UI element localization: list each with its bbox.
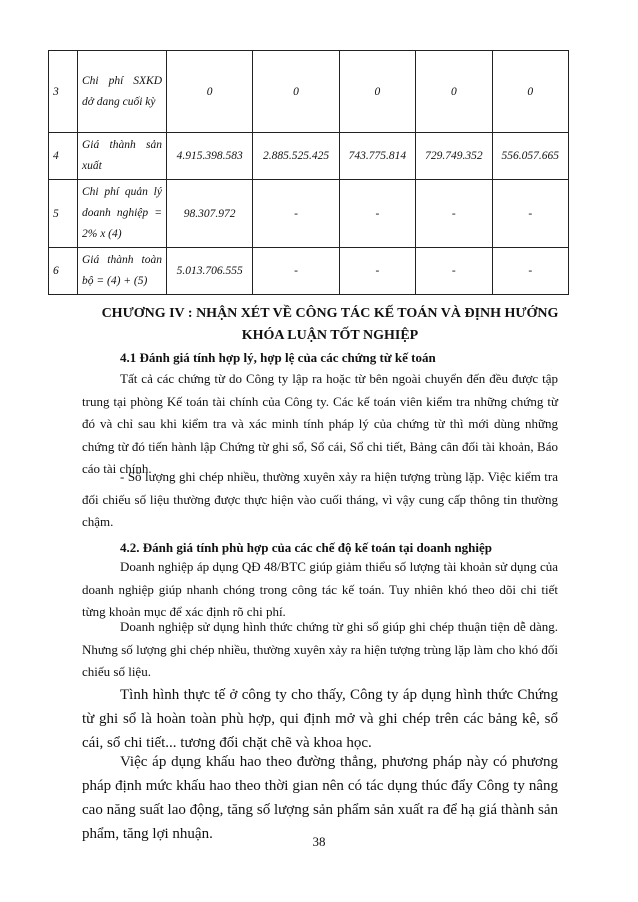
table-cell: 0	[416, 51, 492, 133]
table-cell: -	[416, 248, 492, 295]
row-number: 5	[49, 180, 78, 248]
row-number: 6	[49, 248, 78, 295]
section-4-2-paragraph-2: Doanh nghiệp sử dụng hình thức chứng từ ghi sổ giúp ghi chép thuận tiện dễ dàng. Nhưng số lượng ghi chép nhiều, thường xuyên xảy ra hiện tượng trùng lặp làm cho khó đối chiếu số liệu.	[82, 619, 558, 679]
table-cell: 743.775.814	[339, 133, 415, 180]
table-row	[49, 133, 569, 180]
row-label: Chi phí SXKD dở dang cuối kỳ	[78, 51, 167, 133]
table-cell: 4.915.398.583	[167, 133, 253, 180]
table-cell: 5.013.706.555	[167, 248, 253, 295]
table-cell: -	[416, 180, 492, 248]
table-cell: 98.307.972	[167, 180, 253, 248]
table-row	[49, 248, 569, 295]
table-cell: 0	[253, 51, 339, 133]
table-cell: -	[339, 248, 415, 295]
section-4-2-paragraph-4: Việc áp dụng khấu hao theo đường thẳng, phương pháp này có phương pháp định mức khấu hao theo thời gian nên có tác dụng thúc đẩy Công ty nâng cao năng suất lao động, tăng số lượng sản phẩm sản xuất ra để hạ giá thành sản phẩm, tăng lợi nhuận.	[82, 754, 558, 842]
table-row	[49, 51, 569, 133]
row-label: Giá thành toàn bộ = (4) + (5)	[78, 248, 167, 295]
table-cell: -	[253, 248, 339, 295]
table-cell: 2.885.525.425	[253, 133, 339, 180]
table-cell: -	[492, 248, 568, 295]
table-row	[49, 180, 569, 248]
table-cell: -	[339, 180, 415, 248]
table-cell: 556.057.665	[492, 133, 568, 180]
row-number: 3	[49, 51, 78, 133]
table-cell: 0	[339, 51, 415, 133]
row-number: 4	[49, 133, 78, 180]
page-number: 38	[312, 834, 326, 849]
section-4-1-paragraph-1: Tất cả các chứng từ do Công ty lập ra hoặc từ bên ngoài chuyển đến đều được tập trung tại phòng Kế toán tài chính của Công ty. Các kế toán viên kiểm tra những chứng từ đó và chỉ sau khi kiểm tra và xác minh tính pháp lý của chứng từ thì mới dùng những chứng từ đó tiến hành lập Chứng từ ghi sổ, Sổ cái, Sổ chi tiết, Bảng cân đối tài khoản, Báo cáo tài chính.	[82, 371, 558, 476]
row-label: Chi phí quản lý doanh nghiệp = 2% x (4)	[78, 180, 167, 248]
table-cell: 0	[492, 51, 568, 133]
table-cell: 729.749.352	[416, 133, 492, 180]
cost-table	[48, 50, 569, 295]
chapter-title-line2: KHÓA LUẬN TỐT NGHIỆP	[241, 328, 419, 343]
row-label: Giá thành sản xuất	[78, 133, 167, 180]
section-4-1-paragraph-2: - Số lượng ghi chép nhiều, thường xuyên xảy ra hiện tượng trùng lặp. Việc kiểm tra đối chiếu số liệu thường được thực hiện vào cuối tháng, vì vậy cung cấp thông tin thường chậm.	[82, 469, 558, 529]
table-cell: -	[253, 180, 339, 248]
table-cell: -	[492, 180, 568, 248]
table-cell: 0	[167, 51, 253, 133]
section-4-2-title: 4.2. Đánh giá tính phù hợp của các chế độ kế toán tại doanh nghiệp	[120, 540, 493, 555]
section-4-1-title: 4.1 Đánh giá tính hợp lý, hợp lệ của các chứng từ kế toán	[120, 350, 436, 365]
chapter-title-line1: CHƯƠNG IV : NHẬN XÉT VỀ CÔNG TÁC KẾ TOÁN VÀ ĐỊNH HƯỚNG	[101, 306, 559, 321]
section-4-2-paragraph-3: Tình hình thực tế ở công ty cho thấy, Công ty áp dụng hình thức Chứng từ ghi sổ là hoàn toàn phù hợp, qui định mở và ghi chép trên các bảng kê, sổ cái, sổ chi tiết... tương đối chặt chẽ và khoa học.	[82, 687, 558, 751]
section-4-2-paragraph-1: Doanh nghiệp áp dụng QĐ 48/BTC giúp giảm thiểu số lượng tài khoản sử dụng của doanh nghiệp giúp nhanh chóng trong công tác kế toán. Tuy nhiên khó theo dõi chi tiết từng khoản mục để xác định rõ chi phí.	[82, 559, 558, 619]
